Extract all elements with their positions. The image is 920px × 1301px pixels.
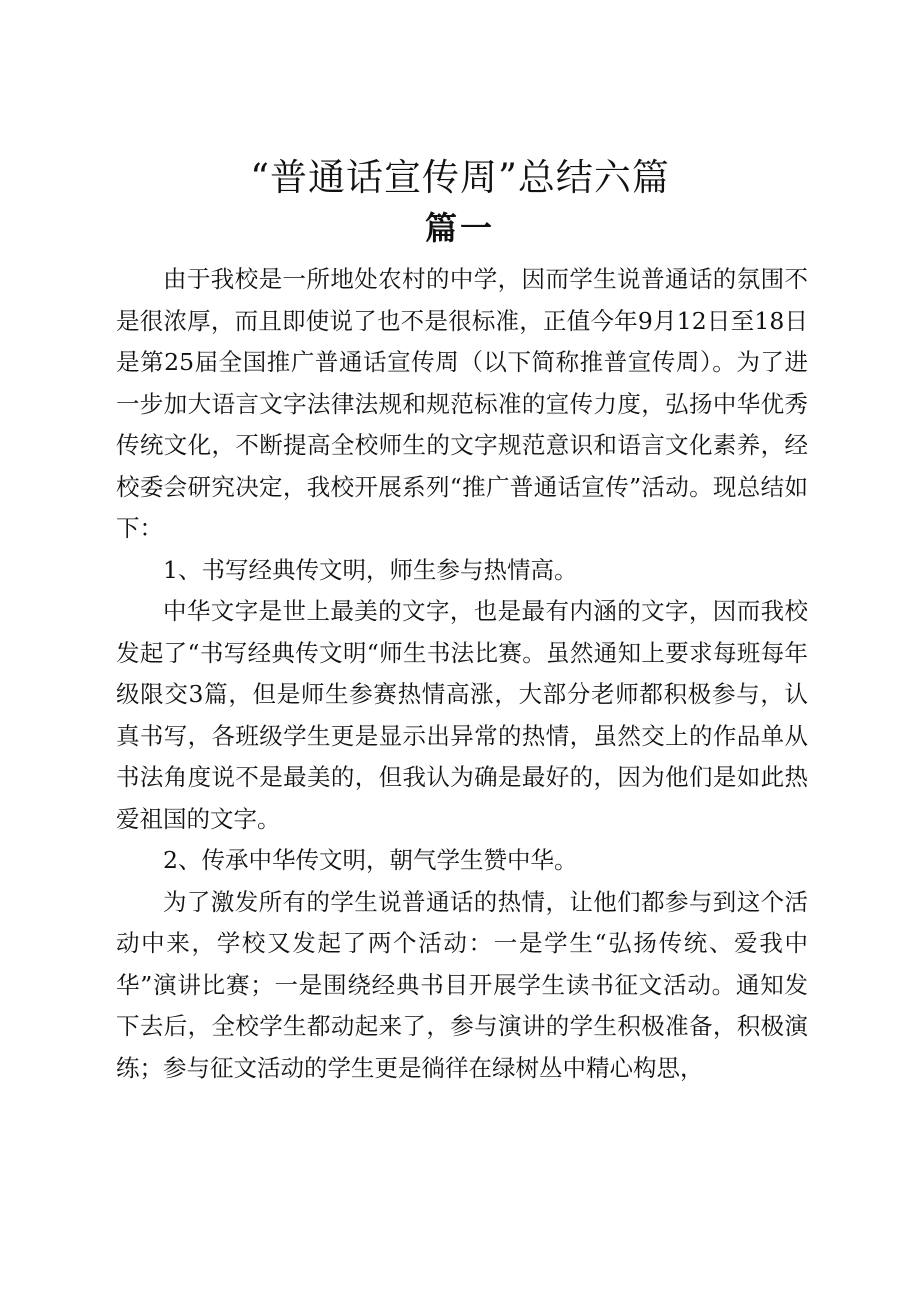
paragraph-heading-2: 2、传承中华传文明，朝气学生赞中华。	[163, 846, 578, 874]
paragraph-heading-1: 1、书写经典传文明，师生参与热情高。	[163, 555, 578, 584]
document-body	[116, 259, 808, 1089]
paragraph-calligraphy: 中华文字是世上最美的文字，也是最有内涵的文字，因而我校发起了“书写经典传文明“师生书法比赛。虽然通知上要求每班每年级限交3篇，但是师生参赛热情高涨，大部分老师都积极参与，认真书写，各班级学生更是显示出异常的热情，虽然交上的作品单从书法角度说不是最美的，但我认为确是最好的，因为他们是如此热爱祖国的文字。	[116, 597, 808, 833]
paragraph-speech-contest: 为了激发所有的学生说普通话的热情，让他们都参与到这个活动中来，学校又发起了两个活动：一是学生“弘扬传统、爱我中华”演讲比赛；一是围绕经典书目开展学生读书征文活动。通知发下去后，全校学生都动起来了，参与演讲的学生积极准备，积极演练；参与征文活动的学生更是徜徉在绿树丛中精心构思，	[116, 887, 808, 1082]
section-heading: 篇一	[424, 209, 495, 247]
document-title: “普通话宣传周”总结六篇	[250, 156, 670, 199]
paragraph-intro: 由于我校是一所地处农村的中学，因而学生说普通话的氛围不是很浓厚，而且即使说了也不是很标准，正值今年9月12日至18日是第25届全国推广普通话宣传周（以下简称推普宣传周）。为了进一步加大语言文字法律法规和规范标准的宣传力度，弘扬中华优秀传统文化，不断提高全校师生的文字规范意识和语言文化素养，经校委会研究决定，我校开展系列“推广普通话宣传”活动。现总结如下：	[116, 265, 808, 542]
